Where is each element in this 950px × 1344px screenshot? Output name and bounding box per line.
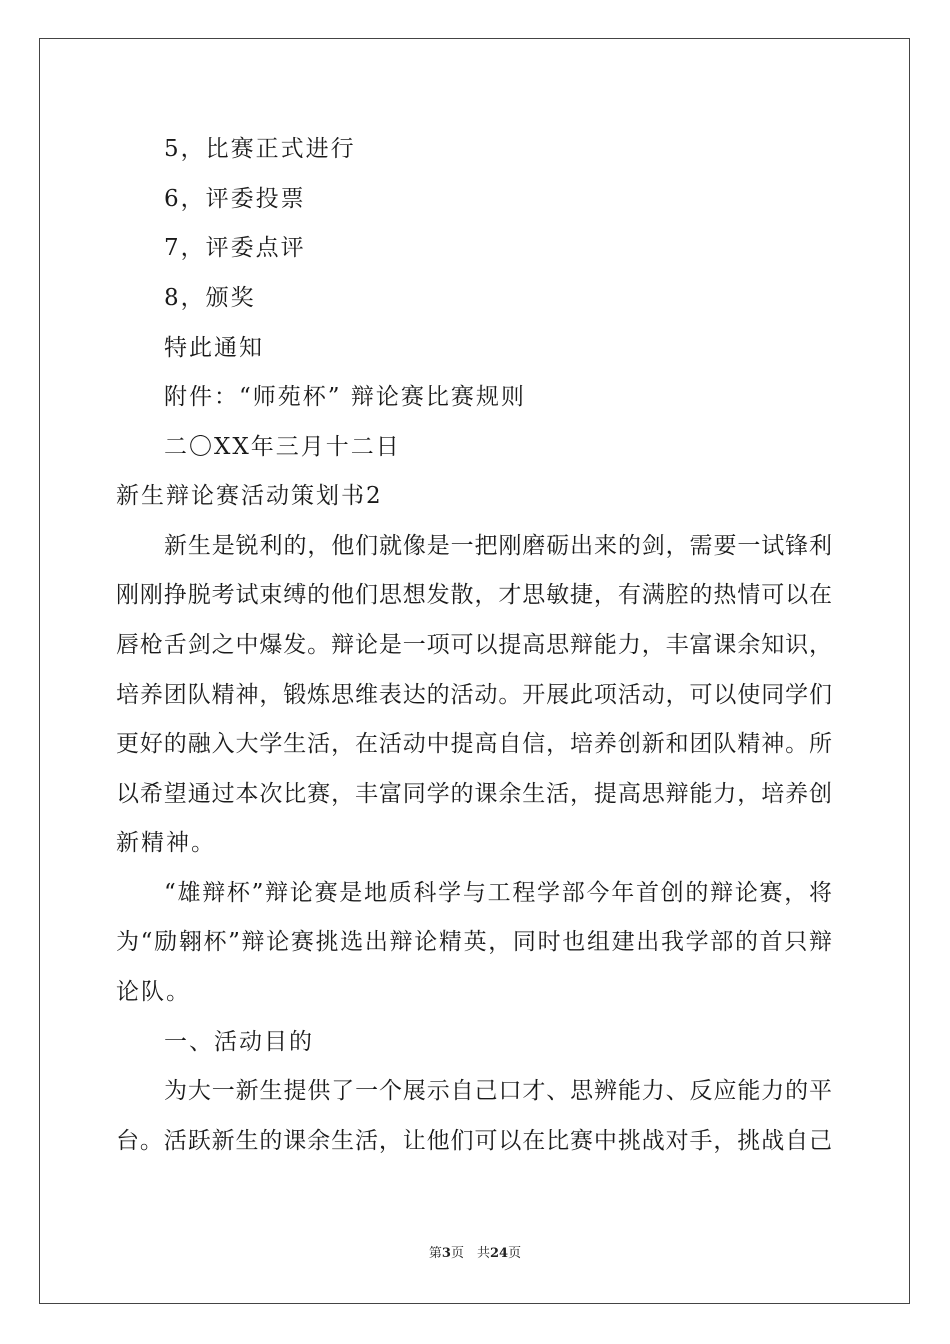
paragraph-line: 为“励翱杯”辩论赛挑选出辩论精英，同时也组建出我学部的首只辩 [116,929,832,955]
page-footer [0,1245,950,1263]
list-item-6: 6，评委投票 [164,186,306,212]
paragraph-line: 为大一新生提供了一个展示自己口才、思辨能力、反应能力的平 [164,1078,832,1104]
paragraph-line: 唇枪舌剑之中爆发。辩论是一项可以提高思辩能力，丰富课余知识， [116,632,832,658]
paragraph-line: 新生是锐利的，他们就像是一把刚磨砺出来的剑，需要一试锋利 [164,533,832,559]
paragraph-line: 更好的融入大学生活，在活动中提高自信，培养创新和团队精神。所 [116,731,832,757]
paragraph-line: 刚刚挣脱考试束缚的他们思想发散，才思敏捷，有满腔的热情可以在 [116,582,832,608]
list-item-5: 5，比赛正式进行 [164,136,356,162]
section-title: 新生辩论赛活动策划书2 [116,483,383,509]
notice-closing: 特此通知 [164,335,264,361]
page-number-total: 24 [489,1246,509,1261]
date-line: 二〇XX年三月十二日 [164,434,401,460]
list-item-7: 7，评委点评 [164,235,306,261]
paragraph-line: “雄辩杯”辩论赛是地质科学与工程学部今年首创的辩论赛，将 [164,880,832,906]
page-number-middle: 页 共 [450,1246,490,1261]
attachment-line: 附件：“师苑杯” 辩论赛比赛规则 [164,384,526,410]
paragraph-line: 台。活跃新生的课余生活，让他们可以在比赛中挑战对手，挑战自己 [116,1128,832,1154]
paragraph-line: 论队。 [116,979,191,1005]
paragraph-line: 新精神。 [116,830,216,856]
paragraph-line: 培养团队精神，锻炼思维表达的活动。开展此项活动，可以使同学们 [116,682,832,708]
section-heading: 一、活动目的 [164,1029,314,1055]
page-number-suffix: 页 [508,1246,522,1261]
paragraph-line: 以希望通过本次比赛，丰富同学的课余生活，提高思辩能力，培养创 [116,781,832,807]
page-number-prefix: 第 [428,1246,442,1261]
list-item-8: 8，颁奖 [164,285,256,311]
page-number-current: 3 [441,1246,451,1261]
